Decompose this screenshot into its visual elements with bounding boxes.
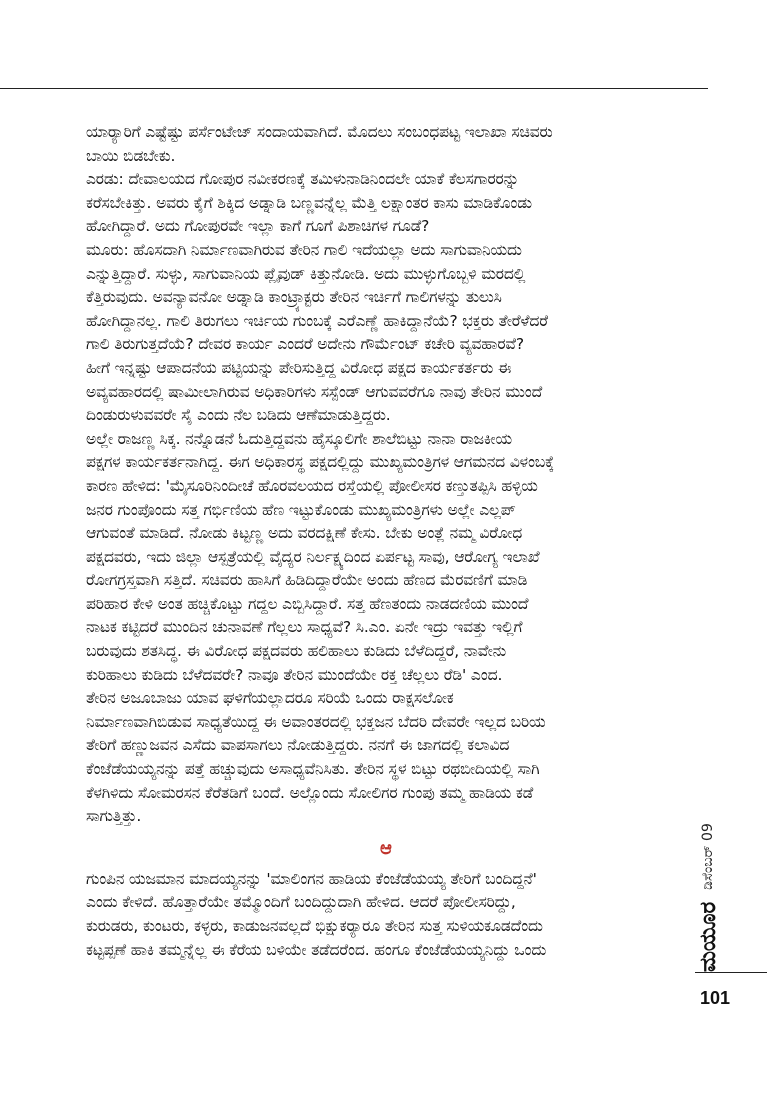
article-body bbox=[86, 121, 686, 962]
paragraph: ಎರಡು: ದೇವಾಲಯದ ಗೋಪುರ ನವೀಕರಣಕ್ಕೆ ತಮಿಳುನಾಡಿನಿಂದಲೇ ಯಾಕೆ ಕೆಲಸಗಾರರನ್ನು ಕರೆಸಬೇಕಿತ್ತು. ಅವರು ಕೈಗೆ ಶಿಕ್ಕಿದ ಅಡ್ನಾಡಿ ಬಣ್ಣವನ್ನೆಲ್ಲ ಮೆತ್ತಿ ಲಕ್ಷಾಂತರ ಕಾಸು ಮಾಡಿಕೊಂಡು ಹೋಗಿದ್ದಾರೆ. ಅದು ಗೋಪುರವೇ ಇಲ್ಲಾ ಕಾಗೆ ಗೂಗೆ ಪಿಶಾಚಿಗಳ ಗೂಡೆ? bbox=[86, 170, 532, 236]
running-footer bbox=[684, 823, 732, 972]
paragraph: ಹೀಗೆ ಇನ್ನಷ್ಟು ಆಪಾದನೆಯ ಪಟ್ಟಿಯನ್ನು ಪೇರಿಸುತ್ತಿದ್ದ ವಿರೋಧ ಪಕ್ಷದ ಕಾರ್ಯಕರ್ತರು ಈ ಅವ್ಯವಹಾರದಲ್ಲಿ ಷಾಮೀಲಾಗಿರುವ ಅಧಿಕಾರಿಗಳು ಸಸ್ಪೆಂಡ್ ಆಗುವವರೆಗೂ ನಾವು ತೇರಿನ ಮುಂದೆ ದಿಂಡುರುಳುವವರೇ ಸೈ ಎಂದು ನೆಲ ಬಡಿದು ಆಣೆಮಾಡುತ್ತಿದ್ದರು. bbox=[86, 358, 543, 425]
magazine-name: ಮಯೂರ bbox=[695, 901, 721, 972]
footer-rule bbox=[695, 972, 767, 973]
paragraph: ಅಲ್ಲೇ ರಾಜಣ್ಣ ಸಿಕ್ಕ. ನನ್ನೊಡನೆ ಓದುತ್ತಿದ್ದವನು ಹೈಸ್ಕೂಲಿಗೇ ಶಾಲೆಬಿಟ್ಟು ನಾನಾ ರಾಜಕೀಯ ಪಕ್ಷಗಳ ಕಾರ್ಯಕರ್ತನಾಗಿದ್ದ. ಈಗ ಅಧಿಕಾರಸ್ಥ ಪಕ್ಷದಲ್ಲಿದ್ದು ಮುಖ್ಯಮಂತ್ರಿಗಳ ಆಗಮನದ ವಿಳಂಬಕ್ಕೆ ಕಾರಣ ಹೇಳಿದ: 'ಮೈಸೂರಿನಿಂದೀಚೆ ಹೊರವಲಯದ ರಸ್ತೆಯಲ್ಲಿ ಪೋಲೀಸರ ಕಣ್ತುತಪ್ಪಿಸಿ ಹಳ್ಳಿಯ ಜನರ ಗುಂಪೊಂದು ಸತ್ತ ಗರ್ಭಿಣಿಯ ಹೆಣ ಇಟ್ಟುಕೊಂಡು ಮುಖ್ಯಮಂತ್ರಿಗಳು ಅಲ್ಲೇ ಎಲ್ಲಪ್ ಆಗುವಂತೆ ಮಾಡಿದೆ. ನೋಡು ಕಿಟ್ಟಣ್ಣ ಅದು ವರದಕ್ಷಿಣೆ ಕೇಸು. ಬೇಕು ಅಂತ್ಲೆ ನಮ್ಮ ವಿರೋಧ ಪಕ್ಷದವರು, ಇದು ಜಿಲ್ಲಾ ಆಸ್ಪತ್ರೆಯಲ್ಲಿ ವೈದ್ಯರ ನಿರ್ಲಕ್ಷ್ಯದಿಂದ ಏರ್ಪಟ್ಟ ಸಾವು, ಆರೋಗ್ಯ ಇಲಾಖೆ ರೋಗಗ್ರಸ್ತವಾಗಿ ಸತ್ತಿದೆ. ಸಚಿವರು ಹಾಸಿಗೆ ಹಿಡಿದಿದ್ದಾರೆಯೇ ಅಂದು ಹೆಣದ ಮೆರವಣಿಗೆ ಮಾಡಿ ಪರಿಹಾರ ಕೇಳಿ ಅಂತ ಹಚ್ಚಿಕೊಟ್ಟು ಗದ್ದಲ ಎಬ್ಬಿಸಿದ್ದಾರೆ. ಸತ್ತ ಹೆಣತಂದು ನಾಡದಣಿಯ ಮುಂದೆ ನಾಟಕ ಕಟ್ಟಿದರೆ ಮುಂದಿನ ಚುನಾವಣೆ ಗೆಲ್ಲಲು ಸಾಧ್ಯವೆ? ಸಿ.ಎಂ. ಏನೇ ಇದ್ರು ಇವತ್ತು ಇಲ್ಲಿಗೆ ಬರುವುದು ಶತಸಿದ್ಧ. ಈ ವಿರೋಧ ಪಕ್ಷದವರು ಹಲಿಹಾಲು ಕುಡಿದು ಬೆಳೆದಿದ್ದರೆ, ನಾವೇನು ಕುರಿಹಾಲು ಕುಡಿದು ಬೆಳೆದವರೇ? ನಾವೂ ತೇರಿನ ಮುಂದೆಯೇ ರಕ್ತ ಚೆಲ್ಲಲು ರೆಡಿ' ಎಂದ. bbox=[86, 429, 555, 684]
paragraph: ಗುಂಪಿನ ಯಜಮಾನ ಮಾದಯ್ಯನನ್ನು 'ಮಾಲಿಂಗನ ಹಾಡಿಯ ಕೆಂಜೆಡೆಯಯ್ಯ ತೇರಿಗೆ ಬಂದಿದ್ದನೆ' ಎಂದು ಕೇಳಿದೆ. ಹೊತ್ತಾರೆಯೇ ತಮ್ಮೊಂದಿಗೆ ಬಂದಿದ್ದುದಾಗಿ ಹೇಳಿದ. ಆದರೆ ಪೋಲೀಸರಿದ್ದು, ಕುರುಡರು, ಕುಂಟರು, ಕಳ್ಳರು, ಕಾಡುಜನವಲ್ಲದೆ ಭಿಕ್ಷುಕರ್‍ಯಾರೂ ತೇರಿನ ಸುತ್ತ ಸುಳಿಯಕೂಡದೆಂದು ಕಟ್ಟಪ್ಪಣೆ ಹಾಕಿ ತಮ್ಮನ್ನೆಲ್ಲ ಈ ಕೆರೆಯ ಬಳಿಯೇ ತಡೆದರೆಂದ. ಹಂಗೂ ಕೆಂಜೆಡೆಯಯ್ಯನಿದ್ದು ಒಂದು bbox=[86, 869, 547, 959]
top-rule bbox=[0, 88, 708, 89]
paragraph: ತೇರಿನ ಅಜೂಬಾಜು ಯಾವ ಘಳಿಗೆಯಲ್ಲಾದರೂ ಸರಿಯೆ ಒಂದು ರಾಕ್ಷಸಲೋಕ ನಿರ್ಮಾಣವಾಗಿಬಿಡುವ ಸಾಧ್ಯತೆಯಿದ್ದ ಈ ಅವಾಂತರದಲ್ಲಿ ಭಕ್ತಜನ ಬೆದರಿ ದೇವರೇ ಇಲ್ಲದ ಬರಿಯ ತೇರಿಗೆ ಹಣ್ಣುಜವನ ಎಸೆದು ವಾಪಸಾಗಲು ನೋಡುತ್ತಿದ್ದರು. ನನಗೆ ಈ ಜಾಗದಲ್ಲಿ ಕಲಾವಿದ ಕೆಂಜೆಡೆಯಯ್ಯನನ್ನು ಪತ್ತೆ ಹಚ್ಚುವುದು ಅಸಾಧ್ಯವೆನಿಸಿತು. ತೇರಿನ ಸ್ಥಳ ಬಿಟ್ಟು ರಥಬೀದಿಯಲ್ಲಿ ಸಾಗಿ ಕೆಳಗಿಳಿದು ಸೋಮರಸನ ಕೆರೆತಡಿಗೆ ಬಂದೆ. ಅಲ್ಲೊಂದು ಸೋಲಿಗರ ಗುಂಪು ತಮ್ಮ ಹಾಡಿಯ ಕಡೆ ಸಾಗುತ್ತಿತ್ತು. bbox=[86, 689, 546, 826]
page-number: 101 bbox=[700, 988, 731, 1008]
section-break-ornament: ಆ bbox=[380, 837, 392, 859]
paragraph: ಮೂರು: ಹೊಸದಾಗಿ ನಿರ್ಮಾಣವಾಗಿರುವ ತೇರಿನ ಗಾಲಿ ಇದೆಯಲ್ಲಾ ಅದು ಸಾಗುವಾನಿಯದು ಎನ್ನುತ್ತಿದ್ದಾರೆ. ಸುಳ್ಳು, ಸಾಗುವಾನಿಯ ಪ್ಲೈವುಡ್ ಕಿತ್ತುನೋಡಿ. ಅದು ಮುಳ್ಳುಗೊಬ್ಬಳಿ ಮರದಲ್ಲಿ ಕೆತ್ತಿರುವುದು. ಅವನ್ಯಾವನೋ ಅಡ್ನಾಡಿ ಕಾಂಟ್ರ್ಯಾಕ್ಟರು ತೇರಿನ ಇರ್ಚಿಗೆ ಗಾಲಿಗಳನ್ನು ತುಲುಸಿ ಹೋಗಿದ್ದಾನಲ್ಲ. ಗಾಲಿ ತಿರುಗಲು ಇರ್ಚಿಯ ಗುಂಬಕ್ಕೆ ಎರೆಎಣ್ಣೆ ಹಾಕಿದ್ದಾನೆಯೆ? ಭಕ್ತರು ತೇರೆಳೆದರೆ ಗಾಲಿ ತಿರುಗುತ್ತದೆಯೆ? ದೇವರ ಕಾರ್ಯ ಎಂದರೆ ಅದೇನು ಗೌರ್ಮೆಂಟ್ ಕಚೇರಿ ವ್ಯವಹಾರವೆ? bbox=[86, 240, 548, 354]
issue-date: ಡಿಸೆಂಬರ್ 09 bbox=[700, 823, 716, 890]
paragraph: ಯಾರ್‍ಯಾರಿಗೆ ಎಷ್ಟೆಷ್ಟು ಪರ್ಸೆಂಟೇಜ್ ಸಂದಾಯವಾಗಿದೆ. ಮೊದಲು ಸಂಬಂಧಪಟ್ಟ ಇಲಾಖಾ ಸಚಿವರು ಬಾಯಿ ಬಿಡಬೇಕು. bbox=[86, 123, 553, 165]
